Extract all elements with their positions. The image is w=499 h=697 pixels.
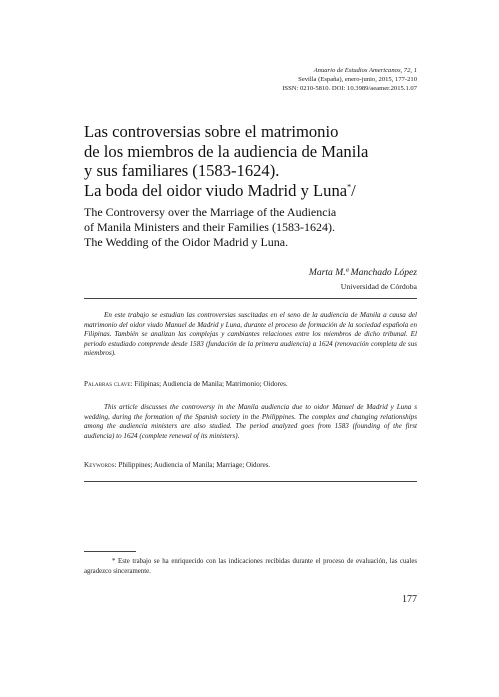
title-es-line-2: de los miembros de la audiencia de Manila xyxy=(84,141,369,161)
keywords-en-label: Keywords: xyxy=(84,461,117,469)
title-es-line-1: Las controversias sobre el matrimonio xyxy=(84,122,339,141)
keywords-es-label: Palabras clave: xyxy=(84,380,133,388)
journal-name: Anuario de Estudios Americanos, 72, 1 xyxy=(313,67,417,74)
title-es-line-4: La boda del oidor viudo Madrid y Luna xyxy=(84,180,348,200)
title-en-line-2: of Manila Ministers and their Families (1583-1624). xyxy=(84,220,335,234)
title-en-line-3: The Wedding of the Oidor Madrid y Luna. xyxy=(84,235,289,249)
keywords-spanish xyxy=(84,380,417,390)
footnote-rule xyxy=(84,551,136,552)
keywords-en-text: Philippines; Audiencia of Manila; Marriage; Oidores. xyxy=(118,461,271,469)
journal-issn-doi: ISSN: 0210-5810. DOI: 10.3989/aeamer.2015.1.07 xyxy=(282,85,417,92)
journal-location: Sevilla (España), enero-junio, 2015, 177-210 xyxy=(298,76,417,83)
title-spanish xyxy=(84,122,424,200)
title-es-line-3: y sus familiares (1583-1624). xyxy=(84,161,280,180)
footnote-mark: * xyxy=(347,181,352,191)
abstract-top-rule xyxy=(84,298,417,299)
page-number: 177 xyxy=(402,594,417,605)
title-english xyxy=(84,205,424,250)
keywords-es-text: Filipinas; Audiencia de Manila; Matrimonio; Oidores. xyxy=(134,380,288,388)
keywords-english xyxy=(84,461,417,471)
author-affiliation: Universidad de Córdoba xyxy=(340,282,417,291)
abstract-english: This article discusses the controversy in the Manila audiencia due to oidor Manuel de Madrid y Luna s wedding, during the formation of the Spanish society in the Philippines. The complex and changing relationships among the audiencia ministers are also studied. The period analyzed goes from 1583 (founding of the first audiencia) to 1624 (complete renewal of its ministers). xyxy=(84,403,417,440)
title-en-line-1: The Controversy over the Marriage of the Audiencia xyxy=(84,205,337,219)
abstract-spanish: En este trabajo se estudian las controversias suscitadas en el seno de la audiencia de Manila a causa del matrimonio del oidor viudo Manuel de Madrid y Luna, durante el proceso de formación de la sociedad española en Filipinas. También se analizan las complejas y cambiantes relaciones entre los miembros de dicho tribunal. El periodo estudiado comprende desde 1583 (fundación de la primera audiencia) a 1624 (renovación completa de sus miembros). xyxy=(84,311,417,358)
journal-header xyxy=(117,66,417,93)
author-name: Marta M.ª Manchado López xyxy=(308,267,417,278)
abstract-bottom-rule xyxy=(84,481,417,482)
title-trailing-slash: / xyxy=(351,180,356,200)
footnote: * Este trabajo se ha enriquecido con las indicaciones recibidas durante el proceso de evaluación, las cuales agradezco sinceramente. xyxy=(84,558,417,575)
